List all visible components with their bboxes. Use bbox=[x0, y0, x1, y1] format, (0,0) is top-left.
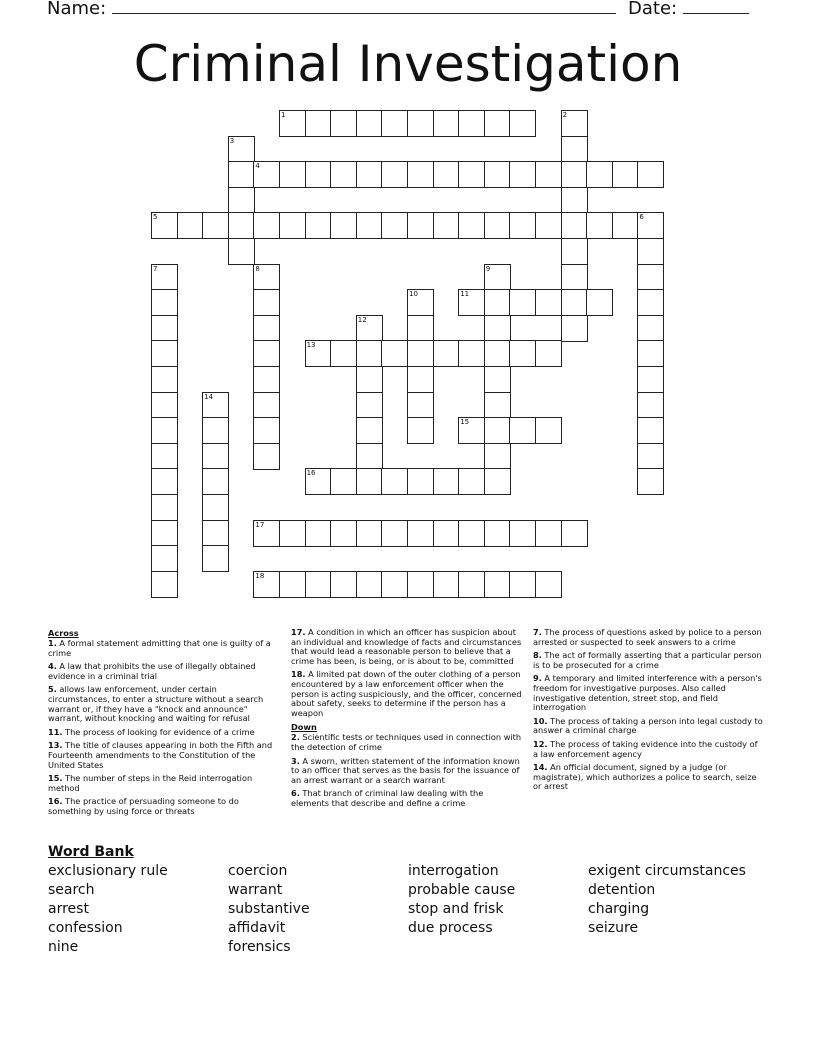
grid-cell[interactable] bbox=[356, 366, 383, 393]
grid-cell[interactable] bbox=[202, 212, 229, 239]
grid-cell[interactable] bbox=[535, 289, 562, 316]
name-label: Name: bbox=[47, 0, 107, 19]
grid-cell[interactable] bbox=[305, 520, 332, 547]
clue-number: 14 bbox=[204, 392, 214, 401]
clue-number: 18 bbox=[255, 571, 265, 580]
clue-number: 7. bbox=[533, 627, 542, 637]
grid-cell[interactable] bbox=[151, 571, 178, 598]
clue-text: The process of questions asked by police to a person arrested or suspected to seek answers to a crime bbox=[533, 627, 762, 647]
grid-cell[interactable] bbox=[253, 289, 280, 316]
clue-number: 18. bbox=[291, 669, 306, 680]
grid-cell[interactable] bbox=[458, 417, 485, 444]
grid-cell[interactable] bbox=[407, 520, 434, 547]
grid-cell[interactable] bbox=[458, 340, 485, 367]
grid-cell[interactable] bbox=[433, 520, 460, 547]
grid-cell[interactable] bbox=[484, 340, 511, 367]
grid-cell[interactable] bbox=[637, 392, 664, 419]
across-clue bbox=[48, 797, 280, 816]
grid-cell[interactable] bbox=[305, 468, 332, 495]
grid-cell[interactable] bbox=[484, 417, 511, 444]
grid-cell[interactable] bbox=[509, 417, 536, 444]
grid-cell[interactable] bbox=[458, 468, 485, 495]
grid-cell[interactable] bbox=[202, 417, 229, 444]
grid-cell[interactable] bbox=[458, 161, 485, 188]
grid-cell[interactable] bbox=[433, 571, 460, 598]
grid-cell[interactable] bbox=[381, 340, 408, 367]
grid-cell[interactable] bbox=[458, 212, 485, 239]
grid-cell[interactable] bbox=[637, 366, 664, 393]
grid-cell[interactable] bbox=[484, 366, 511, 393]
grid-cell[interactable] bbox=[458, 110, 485, 137]
grid-cell[interactable] bbox=[637, 417, 664, 444]
grid-cell[interactable] bbox=[305, 161, 332, 188]
grid-cell[interactable] bbox=[330, 571, 357, 598]
grid-cell[interactable] bbox=[509, 571, 536, 598]
clue-text: A limited pat down of the outer clothing of a person encountered by a law enforcement officer when the person is acting suspiciously, and the officer, concerned about safety, seeks to determine if the person has a weapon bbox=[291, 669, 522, 718]
clue-text: The process of taking a person into legal custody to answer a criminal charge bbox=[533, 715, 763, 736]
grid-cell[interactable] bbox=[279, 161, 306, 188]
grid-cell[interactable] bbox=[407, 571, 434, 598]
clue-number: 4. bbox=[48, 661, 57, 672]
clue-text: A condition in which an officer has suspicion about an individual and knowledge of facts and circumstances that would lead a reasonable person to believe that a crime has been, is being, or is about to be, committed bbox=[291, 627, 522, 666]
clue-number: 13. bbox=[48, 740, 63, 751]
grid-cell[interactable] bbox=[330, 520, 357, 547]
grid-cell[interactable] bbox=[202, 494, 229, 521]
grid-cell[interactable] bbox=[509, 161, 536, 188]
clue-number: 10 bbox=[409, 290, 418, 299]
grid-cell[interactable] bbox=[356, 212, 383, 239]
word-bank-item: charging bbox=[588, 901, 650, 917]
clue-text: Scientific tests or techniques used in connection with the detection of crime bbox=[291, 732, 522, 752]
down-clue bbox=[533, 651, 765, 670]
grid-cell[interactable] bbox=[561, 520, 588, 547]
clue-number: 5 bbox=[153, 213, 158, 222]
word-bank-item: exclusionary rule bbox=[48, 863, 168, 879]
word-bank-item: coercion bbox=[228, 863, 288, 879]
grid-cell[interactable] bbox=[561, 238, 588, 265]
clue-text: The number of steps in the Reid interrogation method bbox=[48, 773, 253, 793]
grid-cell[interactable] bbox=[253, 571, 280, 598]
clue-number: 2. bbox=[291, 732, 300, 743]
grid-cell[interactable] bbox=[253, 161, 280, 188]
clue-number: 12 bbox=[357, 315, 367, 324]
grid-cell[interactable] bbox=[228, 238, 255, 265]
grid-cell[interactable] bbox=[253, 417, 280, 444]
clue-number: 11 bbox=[460, 290, 470, 299]
grid-cell[interactable] bbox=[151, 340, 178, 367]
grid-cell[interactable] bbox=[330, 110, 357, 137]
grid-cell[interactable] bbox=[151, 212, 178, 239]
grid-cell[interactable] bbox=[561, 289, 588, 316]
grid-cell[interactable] bbox=[305, 212, 332, 239]
grid-cell[interactable] bbox=[586, 161, 613, 188]
clue-number: 16 bbox=[306, 469, 316, 478]
clue-number: 3. bbox=[291, 755, 300, 766]
grid-cell[interactable] bbox=[279, 212, 306, 239]
grid-cell[interactable] bbox=[535, 212, 562, 239]
across-heading: Across bbox=[48, 628, 79, 638]
word-bank-item: confession bbox=[48, 920, 123, 936]
clue-number: 5. bbox=[48, 684, 57, 695]
grid-cell[interactable] bbox=[356, 468, 383, 495]
clues-column-1 bbox=[48, 628, 280, 821]
grid-cell[interactable] bbox=[253, 443, 280, 470]
clue-number: 15. bbox=[48, 773, 63, 784]
grid-cell[interactable] bbox=[509, 212, 536, 239]
grid-cell[interactable] bbox=[637, 264, 664, 291]
grid-cell[interactable] bbox=[253, 392, 280, 419]
grid-cell[interactable] bbox=[586, 212, 613, 239]
grid-cell[interactable] bbox=[356, 340, 383, 367]
date-label: Date: bbox=[628, 0, 678, 19]
grid-cell[interactable] bbox=[228, 187, 255, 214]
grid-cell[interactable] bbox=[433, 110, 460, 137]
clue-text: That branch of criminal law dealing with the elements that describe and define a crime bbox=[291, 788, 484, 808]
grid-cell[interactable] bbox=[305, 340, 332, 367]
grid-cell[interactable] bbox=[151, 443, 178, 470]
clue-number: 9. bbox=[533, 673, 542, 684]
grid-cell[interactable] bbox=[637, 161, 664, 188]
grid-cell[interactable] bbox=[151, 520, 178, 547]
grid-cell[interactable] bbox=[151, 494, 178, 521]
grid-cell[interactable] bbox=[509, 289, 536, 316]
grid-cell[interactable] bbox=[484, 392, 511, 419]
clue-number: 11. bbox=[48, 726, 63, 737]
grid-cell[interactable] bbox=[330, 340, 357, 367]
grid-cell[interactable] bbox=[612, 212, 639, 239]
grid-cell[interactable] bbox=[561, 315, 588, 342]
grid-cell[interactable] bbox=[381, 520, 408, 547]
clue-number: 1. bbox=[48, 638, 57, 648]
grid-cell[interactable] bbox=[509, 520, 536, 547]
word-bank-item: exigent circumstances bbox=[588, 863, 746, 879]
clue-text: An official document, signed by a judge (or magistrate), which authorizes a police to search, seize or arrest bbox=[533, 762, 757, 792]
clues-column-2 bbox=[291, 628, 523, 813]
grid-cell[interactable] bbox=[484, 161, 511, 188]
grid-cell[interactable] bbox=[458, 520, 485, 547]
word-bank-item: warrant bbox=[228, 882, 283, 898]
grid-cell[interactable] bbox=[561, 264, 588, 291]
down-clue bbox=[533, 674, 765, 712]
grid-cell[interactable] bbox=[279, 571, 306, 598]
grid-cell[interactable] bbox=[151, 468, 178, 495]
grid-cell[interactable] bbox=[356, 110, 383, 137]
clue-text: The process of taking evidence into the custody of a law enforcement agency bbox=[533, 738, 758, 759]
grid-cell[interactable] bbox=[356, 520, 383, 547]
grid-cell[interactable] bbox=[637, 238, 664, 265]
down-clue bbox=[291, 757, 523, 786]
grid-cell[interactable] bbox=[407, 366, 434, 393]
down-heading: Down bbox=[291, 722, 317, 733]
grid-cell[interactable] bbox=[458, 289, 485, 316]
grid-cell[interactable] bbox=[458, 571, 485, 598]
grid-cell[interactable] bbox=[407, 212, 434, 239]
grid-cell[interactable] bbox=[484, 289, 511, 316]
grid-cell[interactable] bbox=[561, 136, 588, 163]
down-clue-list-cont bbox=[533, 628, 765, 792]
grid-cell[interactable] bbox=[356, 315, 383, 342]
grid-cell[interactable] bbox=[407, 468, 434, 495]
grid-cell[interactable] bbox=[151, 366, 178, 393]
grid-cell[interactable] bbox=[381, 161, 408, 188]
across-clue bbox=[48, 774, 280, 793]
clue-number: 10. bbox=[533, 715, 548, 726]
clue-number: 9 bbox=[485, 264, 491, 273]
grid-cell[interactable] bbox=[151, 545, 178, 572]
grid-cell[interactable] bbox=[330, 161, 357, 188]
word-bank-item: nine bbox=[48, 939, 79, 955]
grid-cell[interactable] bbox=[253, 340, 280, 367]
grid-cell[interactable] bbox=[228, 161, 255, 188]
grid-cell[interactable] bbox=[407, 315, 434, 342]
across-clue bbox=[291, 628, 523, 666]
grid-cell[interactable] bbox=[202, 468, 229, 495]
clue-number: 1 bbox=[281, 111, 286, 119]
grid-cell[interactable] bbox=[561, 212, 588, 239]
grid-cell[interactable] bbox=[484, 264, 511, 291]
grid-cell[interactable] bbox=[330, 468, 357, 495]
down-clue bbox=[291, 733, 523, 752]
grid-cell[interactable] bbox=[484, 571, 511, 598]
grid-cell[interactable] bbox=[305, 571, 332, 598]
grid-cell[interactable] bbox=[484, 315, 511, 342]
clue-number: 17. bbox=[291, 627, 306, 637]
grid-cell[interactable] bbox=[637, 340, 664, 367]
clue-text: A law that prohibits the use of illegally obtained evidence in a criminal trial bbox=[48, 661, 256, 681]
grid-cell[interactable] bbox=[484, 110, 511, 137]
word-bank-item: seizure bbox=[588, 920, 639, 936]
grid-cell[interactable] bbox=[279, 520, 306, 547]
grid-cell[interactable] bbox=[330, 212, 357, 239]
clue-number: 7 bbox=[153, 264, 158, 273]
grid-cell[interactable] bbox=[535, 340, 562, 367]
clue-number: 4 bbox=[255, 162, 260, 171]
down-clue bbox=[533, 717, 765, 736]
down-clue-list bbox=[291, 733, 523, 808]
grid-cell[interactable] bbox=[561, 110, 588, 137]
clue-number: 8 bbox=[255, 264, 260, 273]
word-bank bbox=[48, 862, 768, 962]
down-clue bbox=[533, 628, 765, 647]
clue-number: 14. bbox=[533, 762, 548, 773]
grid-cell[interactable] bbox=[586, 289, 613, 316]
grid-cell[interactable] bbox=[253, 315, 280, 342]
grid-cell[interactable] bbox=[381, 212, 408, 239]
grid-cell[interactable] bbox=[561, 161, 588, 188]
grid-cell[interactable] bbox=[202, 392, 229, 419]
grid-cell[interactable] bbox=[407, 340, 434, 367]
grid-cell[interactable] bbox=[202, 520, 229, 547]
grid-cell[interactable] bbox=[407, 161, 434, 188]
grid-cell[interactable] bbox=[151, 315, 178, 342]
across-clue bbox=[48, 728, 280, 738]
across-clue bbox=[48, 685, 280, 723]
grid-cell[interactable] bbox=[433, 161, 460, 188]
grid-cell[interactable] bbox=[253, 212, 280, 239]
grid-cell[interactable] bbox=[484, 212, 511, 239]
down-clue bbox=[533, 763, 765, 792]
clues-column-3 bbox=[533, 628, 765, 796]
clue-number: 2 bbox=[562, 111, 568, 119]
grid-cell[interactable] bbox=[253, 520, 280, 547]
clue-text: The act of formally asserting that a particular person is to be prosecuted for a crime bbox=[533, 650, 762, 670]
word-bank-item: probable cause bbox=[408, 882, 516, 898]
grid-cell[interactable] bbox=[484, 520, 511, 547]
grid-cell[interactable] bbox=[612, 161, 639, 188]
word-bank-item: stop and frisk bbox=[408, 901, 504, 917]
across-clue-list-cont bbox=[291, 628, 523, 718]
grid-cell[interactable] bbox=[637, 443, 664, 470]
clue-text: The practice of persuading someone to do something by using force or threats bbox=[48, 796, 239, 816]
grid-cell[interactable] bbox=[356, 161, 383, 188]
clue-number: 16. bbox=[48, 796, 63, 807]
clue-number: 13 bbox=[306, 341, 316, 350]
grid-cell[interactable] bbox=[637, 468, 664, 495]
grid-cell[interactable] bbox=[535, 571, 562, 598]
word-bank-title: Word Bank bbox=[48, 844, 134, 860]
grid-cell[interactable] bbox=[407, 417, 434, 444]
grid-cell[interactable] bbox=[561, 187, 588, 214]
grid-cell[interactable] bbox=[356, 392, 383, 419]
clue-number: 3 bbox=[229, 136, 235, 145]
grid-cell[interactable] bbox=[356, 443, 383, 470]
grid-cell[interactable] bbox=[356, 417, 383, 444]
grid-cell[interactable] bbox=[151, 264, 178, 291]
clue-number: 8. bbox=[533, 650, 542, 661]
grid-cell[interactable] bbox=[637, 212, 664, 239]
clue-number: 6 bbox=[639, 213, 644, 222]
clue-number: 6. bbox=[291, 788, 300, 799]
grid-cell[interactable] bbox=[535, 520, 562, 547]
word-bank-item: affidavit bbox=[228, 920, 286, 936]
grid-cell[interactable] bbox=[509, 110, 536, 137]
grid-cell[interactable] bbox=[228, 212, 255, 239]
grid-cell[interactable] bbox=[637, 315, 664, 342]
grid-cell[interactable] bbox=[151, 417, 178, 444]
grid-cell[interactable] bbox=[407, 289, 434, 316]
across-clue-list bbox=[48, 639, 280, 817]
clue-number: 12. bbox=[533, 738, 548, 749]
grid-cell[interactable] bbox=[484, 443, 511, 470]
grid-cell[interactable] bbox=[407, 110, 434, 137]
grid-cell[interactable] bbox=[356, 571, 383, 598]
grid-cell[interactable] bbox=[509, 340, 536, 367]
across-clue bbox=[291, 670, 523, 718]
word-bank-item: forensics bbox=[228, 939, 291, 955]
grid-cell[interactable] bbox=[637, 289, 664, 316]
across-clue bbox=[48, 639, 280, 658]
down-clue bbox=[533, 740, 765, 759]
grid-cell[interactable] bbox=[381, 571, 408, 598]
word-bank-item: search bbox=[48, 882, 95, 898]
grid-cell[interactable] bbox=[253, 264, 280, 291]
grid-cell[interactable] bbox=[484, 468, 511, 495]
clue-text: The process of looking for evidence of a crime bbox=[62, 726, 255, 737]
clue-number: 17 bbox=[255, 520, 265, 529]
grid-cell[interactable] bbox=[305, 110, 332, 137]
grid-cell[interactable] bbox=[202, 545, 229, 572]
down-clue bbox=[291, 789, 523, 808]
clue-text: allows law enforcement, under certain circumstances, to enter a structure without a search warrant or, if they have a "knock and announce" warrant, without knocking and waiting for refusal bbox=[48, 684, 264, 724]
clue-text: The title of clauses appearing in both the Fifth and Fourteenth amendments to the Constitution of the United States bbox=[48, 740, 273, 770]
word-bank-item: due process bbox=[408, 920, 493, 936]
grid-cell[interactable] bbox=[433, 212, 460, 239]
grid-cell[interactable] bbox=[535, 161, 562, 188]
grid-cell[interactable] bbox=[228, 136, 255, 163]
clue-number: 15 bbox=[460, 418, 470, 427]
grid-cell[interactable] bbox=[433, 468, 460, 495]
word-bank-item: substantive bbox=[228, 901, 310, 917]
grid-cell[interactable] bbox=[535, 417, 562, 444]
grid-cell[interactable] bbox=[151, 289, 178, 316]
across-clue bbox=[48, 662, 280, 681]
grid-cell[interactable] bbox=[151, 392, 178, 419]
grid-cell[interactable] bbox=[381, 110, 408, 137]
word-bank-item: detention bbox=[588, 882, 656, 898]
grid-cell[interactable] bbox=[253, 366, 280, 393]
grid-cell[interactable] bbox=[407, 392, 434, 419]
grid-cell[interactable] bbox=[279, 110, 306, 137]
word-bank-item: interrogation bbox=[408, 863, 499, 879]
clue-text: A sworn, written statement of the information known to an officer that serves as the basis for the issuance of an arrest warrant or a search warrant bbox=[291, 755, 520, 785]
word-bank-item: arrest bbox=[48, 901, 89, 917]
grid-cell[interactable] bbox=[177, 212, 204, 239]
grid-cell[interactable] bbox=[433, 340, 460, 367]
clue-text: A temporary and limited interference with a person's freedom for investigative purposes. Also called investigative detention, street stop, and field interrogation bbox=[533, 673, 762, 713]
grid-cell[interactable] bbox=[381, 468, 408, 495]
page-title: Criminal Investigation bbox=[133, 35, 683, 93]
clue-text: A formal statement admitting that one is guilty of a crime bbox=[48, 638, 271, 658]
across-clue bbox=[48, 741, 280, 770]
grid-cell[interactable] bbox=[202, 443, 229, 470]
